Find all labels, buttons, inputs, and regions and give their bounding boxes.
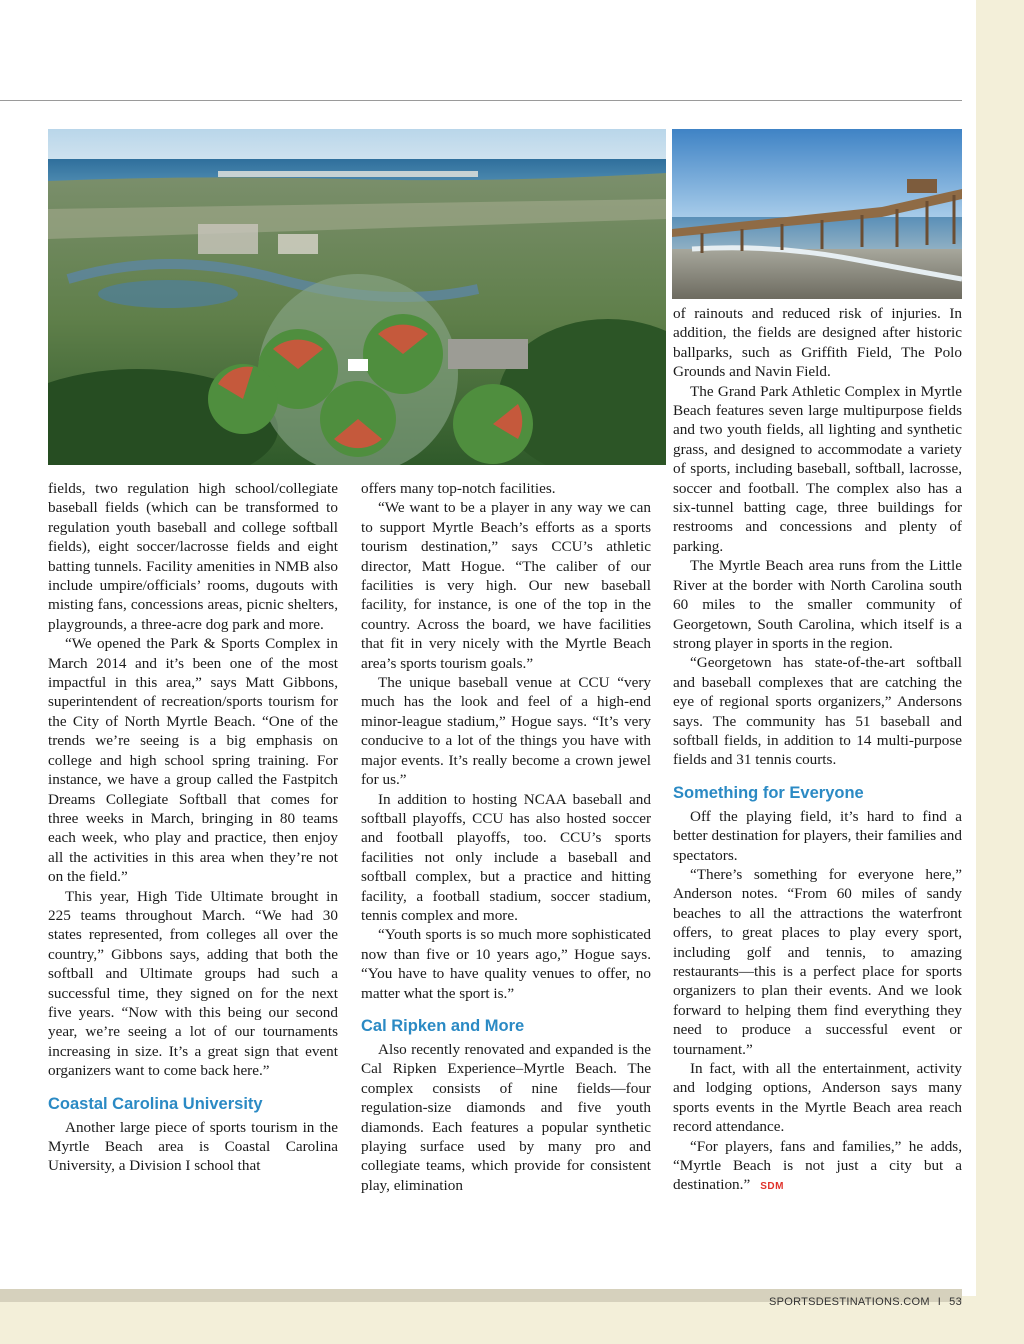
paragraph: “Youth sports is so much more sophisticated now than five or 10 years ago,” Hogue says. “You have to have quality venues to offer, no matter what the sport is.”: [361, 926, 651, 1002]
section-heading-something-for-everyone: Something for Everyone: [673, 783, 864, 802]
paragraph: of rainouts and reduced risk of injuries. In addition, the fields are designed after historic ballparks, such as Griffith Field, The Polo Grounds and Navin Field.: [673, 305, 962, 381]
paragraph: Also recently renovated and expanded is the Cal Ripken Experience–Myrtle Beach. The complex consists of nine fields—four regulation-size diamonds and five youth diamonds. Each features a popular synthetic playing surface used by many pro and collegiate teams, which provide for consistent play, elimination: [361, 1040, 651, 1194]
article-column-1: [48, 479, 338, 1176]
page-number: 53: [949, 1296, 962, 1308]
footer-separator: I: [937, 1296, 942, 1308]
paragraph: In fact, with all the entertainment, activity and lodging options, Anderson says many sports events in the Myrtle Beach area reach record attendance.: [673, 1060, 962, 1136]
header-rule: [0, 100, 962, 101]
paragraph: This year, High Tide Ultimate brought in 225 teams throughout March. “We had 30 states represented, from colleges all over the country,” Gibbons says, adding that both the softball and Ultimate groups had such a successful time, they signed on for the next five years. “Now with this being our second year, we’re seeing a lot of our tournaments increasing in size. It’s a great sign that event organizers want to come back here.”: [48, 887, 338, 1080]
sdm-end-mark: SDM: [760, 1181, 784, 1193]
paragraph: The Grand Park Athletic Complex in Myrtle Beach features seven large multipurpose fields and two youth fields, all lighting and synthetic grass, and designed to accommodate a variety of sports, including baseball, softball, lacrosse, soccer and football. The complex also has a six-tunnel batting cage, three buildings for restrooms and concessions and plenty of parking.: [673, 382, 962, 555]
article-column-3: [673, 304, 962, 1197]
section-heading-coastal-carolina: Coastal Carolina University: [48, 1094, 263, 1113]
page-margin-right: [976, 0, 1024, 1344]
aerial-complex-photo: [48, 129, 666, 465]
paragraph: “There’s something for everyone here,” Anderson notes. “From 60 miles of sandy beaches to all the attractions the waterfront offers, to great places to play every sport, including golf and tennis, to amazing restaurants—this is a perfect place for sports organizers to plan their events. And we look forward to helping them find everything they need to produce a successful event or tournament.”: [673, 865, 962, 1058]
paragraph: fields, two regulation high school/collegiate baseball fields (which can be transformed to regulation youth baseball and college softball fields), eight soccer/lacrosse fields and eight batting tunnels. Facility amenities in NMB also include umpire/officials’ rooms, dugouts with misting fans, concessions areas, picnic shelters, playgrounds, a three-acre dog park and more.: [48, 480, 338, 633]
beach-pier-photo: [672, 129, 962, 299]
paragraph: “We opened the Park & Sports Complex in March 2014 and it’s been one of the most impactful in this area,” says Matt Gibbons, superintendent of recreation/sports tourism for the City of North Myrtle Beach. “One of the trends we’re seeing is a big emphasis on college and high school spring training. For instance, we have a group called the Fastpitch Dreams Collegiate Softball that comes for three weeks in March, bringing in 80 teams each week, who play and practice, then enjoy all the activities in this area when they’re not on the field.”: [48, 635, 338, 886]
paragraph: “Georgetown has state-of-the-art softball and baseball complexes that are catching the eye of regional sports organizers,” Andersons says. The community has 51 baseball and softball fields, in addition to 14 multi-purpose fields and 31 tennis courts.: [673, 654, 962, 769]
page-footer: [769, 1296, 962, 1308]
article-column-2: [361, 479, 651, 1195]
paragraph-final: [673, 1137, 962, 1197]
paragraph: In addition to hosting NCAA baseball and softball playoffs, CCU has also hosted soccer and football playoffs, too. CCU’s sports facilities not only include a baseball and softball complex, but a practice and hitting facility, a football stadium, soccer stadium, tennis complex and more.: [361, 790, 651, 924]
paragraph: The unique baseball venue at CCU “very much has the look and feel of a high-end minor-league stadium,” Hogue says. “It’s very conducive to a lot of the things you have with major events. It’s really become a crown jewel for us.”: [361, 674, 651, 789]
section-heading-cal-ripken: Cal Ripken and More: [361, 1016, 525, 1035]
paragraph: “We want to be a player in any way we can to support Myrtle Beach’s efforts as a sports tourism destination,” says CCU’s athletic director, Matt Hogue. “The caliber of our facilities is very high. Our new baseball facility, for instance, is one of the top in the country. Across the board, we have facilities that fit in very nicely with the Myrtle Beach area’s sports tourism goals.”: [361, 499, 651, 672]
paragraph: Another large piece of sports tourism in the Myrtle Beach area is Coastal Carolina University, a Division I school that: [48, 1118, 338, 1175]
paragraph: offers many top-notch facilities.: [361, 480, 556, 497]
paragraph: The Myrtle Beach area runs from the Little River at the border with North Carolina south 60 miles to the smaller community of Georgetown, South Carolina, which itself is a strong player in sports in the region.: [673, 557, 962, 652]
paragraph: Off the playing field, it’s hard to find a better destination for players, their families and spectators.: [673, 807, 962, 864]
footer-site-link[interactable]: SPORTSDESTINATIONS.COM: [768, 1296, 930, 1308]
paragraph-text: “For players, fans and families,” he adds, “Myrtle Beach is not just a city but a destination.”: [673, 1137, 962, 1194]
